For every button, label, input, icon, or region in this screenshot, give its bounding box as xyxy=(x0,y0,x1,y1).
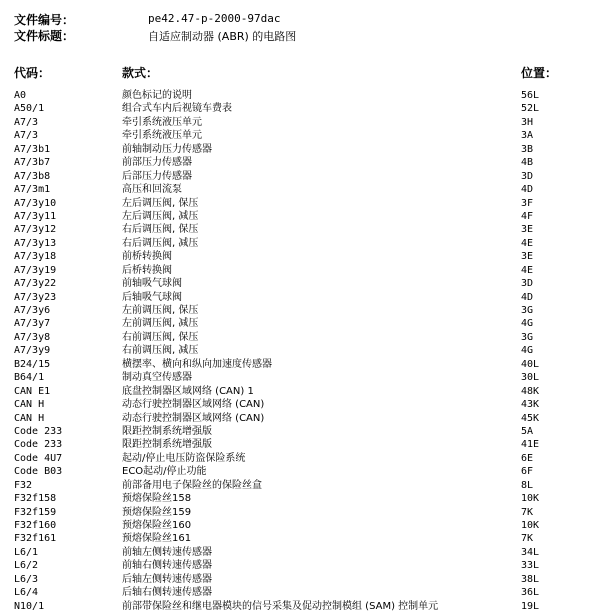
component-description: 起动/停止电压防盗保险系统 xyxy=(122,452,246,464)
component-code: A7/3y9 xyxy=(14,345,51,357)
list-item xyxy=(0,479,602,492)
component-description: 预熔保险丝161 xyxy=(122,533,192,545)
list-item xyxy=(0,573,602,586)
component-code: F32f159 xyxy=(14,506,57,518)
component-code: A7/3y19 xyxy=(14,264,57,276)
list-item xyxy=(0,291,602,304)
component-location: 52L xyxy=(521,103,540,115)
component-description: 预熔保险丝160 xyxy=(122,520,192,531)
component-location: 4E xyxy=(521,264,534,276)
component-code: Code 4U7 xyxy=(14,452,63,464)
header-location: 位置： xyxy=(521,66,558,80)
component-description: 预熔保险丝159 xyxy=(122,506,192,518)
component-code: Code 233 xyxy=(14,439,63,451)
component-code: L6/2 xyxy=(14,560,39,572)
list-item xyxy=(0,156,602,169)
header-code: 代码： xyxy=(14,66,51,80)
component-description: 动态行驶控制器区域网络 (CAN) xyxy=(122,412,265,424)
component-location: 43K xyxy=(521,399,540,411)
list-item xyxy=(0,358,602,371)
component-code: A7/3b8 xyxy=(14,170,51,182)
list-item xyxy=(0,438,602,451)
component-description: 前桥转换阀 xyxy=(122,251,172,263)
component-location: 3D xyxy=(521,170,534,182)
list-item xyxy=(0,250,602,263)
component-location: 36L xyxy=(521,587,540,599)
component-code: A7/3y23 xyxy=(14,291,57,303)
component-location: 4D xyxy=(521,291,534,303)
component-location: 40L xyxy=(521,358,540,370)
component-code: A7/3y12 xyxy=(14,224,57,236)
component-location: 38L xyxy=(521,573,540,585)
component-description: 右后调压阀, 保压 xyxy=(122,224,199,236)
component-description: 前部带保险丝和继电器模块的信号采集及促动控制模组 (SAM) 控制单元 xyxy=(122,600,439,612)
component-code: CAN E1 xyxy=(14,385,51,397)
component-description: 预熔保险丝158 xyxy=(122,493,192,505)
component-description: 左前调压阀, 保压 xyxy=(122,305,199,316)
component-location: 3A xyxy=(521,130,534,142)
component-description: 横摆率、横向和纵向加速度传感器 xyxy=(122,358,272,370)
file-title-value: 自适应制动器 (ABR) 的电路图 xyxy=(148,30,297,43)
list-item xyxy=(0,264,602,277)
component-location: 4D xyxy=(521,184,534,196)
component-description: 后轴左侧转速传感器 xyxy=(122,573,212,585)
list-item xyxy=(0,371,602,384)
component-location: 5A xyxy=(521,425,534,437)
component-location: 3E xyxy=(521,251,534,263)
component-description: 组合式车内后视镜车费表 xyxy=(122,103,232,115)
component-description: 前轴右侧转速传感器 xyxy=(122,560,212,572)
component-code: A7/3b7 xyxy=(14,157,51,169)
component-code: B24/15 xyxy=(14,358,51,370)
component-location: 8L xyxy=(521,479,534,491)
list-item xyxy=(0,506,602,519)
component-description: 后轴吸气球阀 xyxy=(122,291,182,303)
list-item xyxy=(0,586,602,599)
list-item xyxy=(0,412,602,425)
list-item xyxy=(0,600,602,613)
component-description: 右前调压阀, 减压 xyxy=(122,345,199,357)
component-description: 右后调压阀, 减压 xyxy=(122,237,199,249)
component-location: 48K xyxy=(521,385,540,397)
component-description: 制动真空传感器 xyxy=(122,372,192,384)
component-location: 3D xyxy=(521,278,534,290)
component-location: 4F xyxy=(521,210,534,222)
component-code: A7/3y6 xyxy=(14,305,51,316)
component-description: 左后调压阀, 保压 xyxy=(122,197,199,209)
file-number-label: 文件编号： xyxy=(14,13,75,27)
list-item xyxy=(0,492,602,505)
component-code: L6/4 xyxy=(14,587,39,599)
list-item xyxy=(0,129,602,142)
list-item xyxy=(0,452,602,465)
component-description: 动态行驶控制器区域网络 (CAN) xyxy=(122,399,265,411)
component-code: A50/1 xyxy=(14,103,45,115)
component-description: 限距控制系统增强版 xyxy=(122,425,212,437)
component-description: ECO起动/停止功能 xyxy=(122,466,207,478)
component-location: 4G xyxy=(521,345,534,357)
component-description: 前部备用电子保险丝的保险丝盒 xyxy=(122,479,262,491)
component-code: A7/3 xyxy=(14,116,39,128)
list-item xyxy=(0,425,602,438)
component-location: 4E xyxy=(521,237,534,249)
component-location: 33L xyxy=(521,560,540,572)
component-code: L6/1 xyxy=(14,546,39,558)
component-description: 牵引系统液压单元 xyxy=(122,116,202,128)
list-item xyxy=(0,344,602,357)
component-location: 3H xyxy=(521,116,534,128)
list-item xyxy=(0,331,602,344)
component-location: 7K xyxy=(521,506,534,518)
component-description: 前部压力传感器 xyxy=(122,157,192,169)
component-description: 前轴左侧转速传感器 xyxy=(122,546,212,558)
list-item xyxy=(0,183,602,196)
component-code: A0 xyxy=(14,90,27,101)
component-code: F32f161 xyxy=(14,533,57,545)
component-code: Code B03 xyxy=(14,466,63,478)
component-code: A7/3b1 xyxy=(14,143,51,155)
list-item xyxy=(0,210,602,223)
component-location: 3G xyxy=(521,331,534,343)
component-code: A7/3 xyxy=(14,130,39,142)
component-description: 限距控制系统增强版 xyxy=(122,439,212,451)
list-item xyxy=(0,465,602,478)
component-code: N10/1 xyxy=(14,600,45,612)
component-location: 10K xyxy=(521,520,540,531)
component-description: 高压和回流泵 xyxy=(122,184,182,196)
component-description: 牵引系统液压单元 xyxy=(122,130,202,142)
component-description: 后桥转换阀 xyxy=(122,264,172,276)
component-description: 底盘控制器区域网络 (CAN) 1 xyxy=(122,385,254,397)
list-item xyxy=(0,277,602,290)
component-description: 颜色标记的说明 xyxy=(122,90,192,101)
list-item xyxy=(0,317,602,330)
component-location: 7K xyxy=(521,533,534,545)
component-code: A7/3m1 xyxy=(14,184,51,196)
component-code: B64/1 xyxy=(14,372,45,384)
component-location: 19L xyxy=(521,600,540,612)
component-description: 左后调压阀, 减压 xyxy=(122,210,199,222)
component-description: 右前调压阀, 保压 xyxy=(122,331,199,343)
component-code: F32 xyxy=(14,479,33,491)
component-code: Code 233 xyxy=(14,425,63,437)
list-item xyxy=(0,519,602,532)
list-item xyxy=(0,143,602,156)
list-item xyxy=(0,170,602,183)
component-location: 10K xyxy=(521,493,540,505)
component-location: 4B xyxy=(521,157,534,169)
component-code: A7/3y8 xyxy=(14,331,51,343)
component-code: A7/3y7 xyxy=(14,318,51,330)
component-code: A7/3y18 xyxy=(14,251,57,263)
component-code: F32f158 xyxy=(14,493,57,505)
component-location: 3E xyxy=(521,224,534,236)
list-item xyxy=(0,385,602,398)
list-item xyxy=(0,398,602,411)
list-item xyxy=(0,116,602,129)
component-location: 3G xyxy=(521,305,534,316)
component-code: A7/3y11 xyxy=(14,210,57,222)
list-item xyxy=(0,546,602,559)
component-location: 6E xyxy=(521,452,534,464)
component-location: 45K xyxy=(521,412,540,424)
component-location: 3F xyxy=(521,197,534,209)
component-location: 30L xyxy=(521,372,540,384)
file-number-value: pe42.47-p-2000-97dac xyxy=(148,12,281,25)
component-location: 41E xyxy=(521,439,540,451)
component-code: A7/3y13 xyxy=(14,237,57,249)
component-location: 56L xyxy=(521,90,540,101)
component-code: CAN H xyxy=(14,399,45,411)
list-item xyxy=(0,532,602,545)
component-description: 前轴吸气球阀 xyxy=(122,278,182,290)
component-description: 前轴制动压力传感器 xyxy=(122,143,212,155)
component-description: 左前调压阀, 减压 xyxy=(122,318,199,330)
component-code: CAN H xyxy=(14,412,45,424)
component-location: 4G xyxy=(521,318,534,330)
list-item xyxy=(0,223,602,236)
component-description: 后部压力传感器 xyxy=(122,170,192,182)
component-description: 后轴右侧转速传感器 xyxy=(122,587,212,599)
list-item xyxy=(0,102,602,115)
component-list xyxy=(0,89,602,613)
list-item xyxy=(0,89,602,102)
component-code: A7/3y10 xyxy=(14,197,57,209)
component-code: L6/3 xyxy=(14,573,39,585)
component-location: 3B xyxy=(521,143,534,155)
list-item xyxy=(0,304,602,317)
list-item xyxy=(0,197,602,210)
list-item xyxy=(0,559,602,572)
component-location: 34L xyxy=(521,546,540,558)
list-item xyxy=(0,237,602,250)
component-code: A7/3y22 xyxy=(14,278,57,290)
component-location: 6F xyxy=(521,466,534,478)
header-desc: 款式： xyxy=(122,66,159,80)
file-title-label: 文件标题： xyxy=(14,29,75,43)
component-code: F32f160 xyxy=(14,520,57,531)
